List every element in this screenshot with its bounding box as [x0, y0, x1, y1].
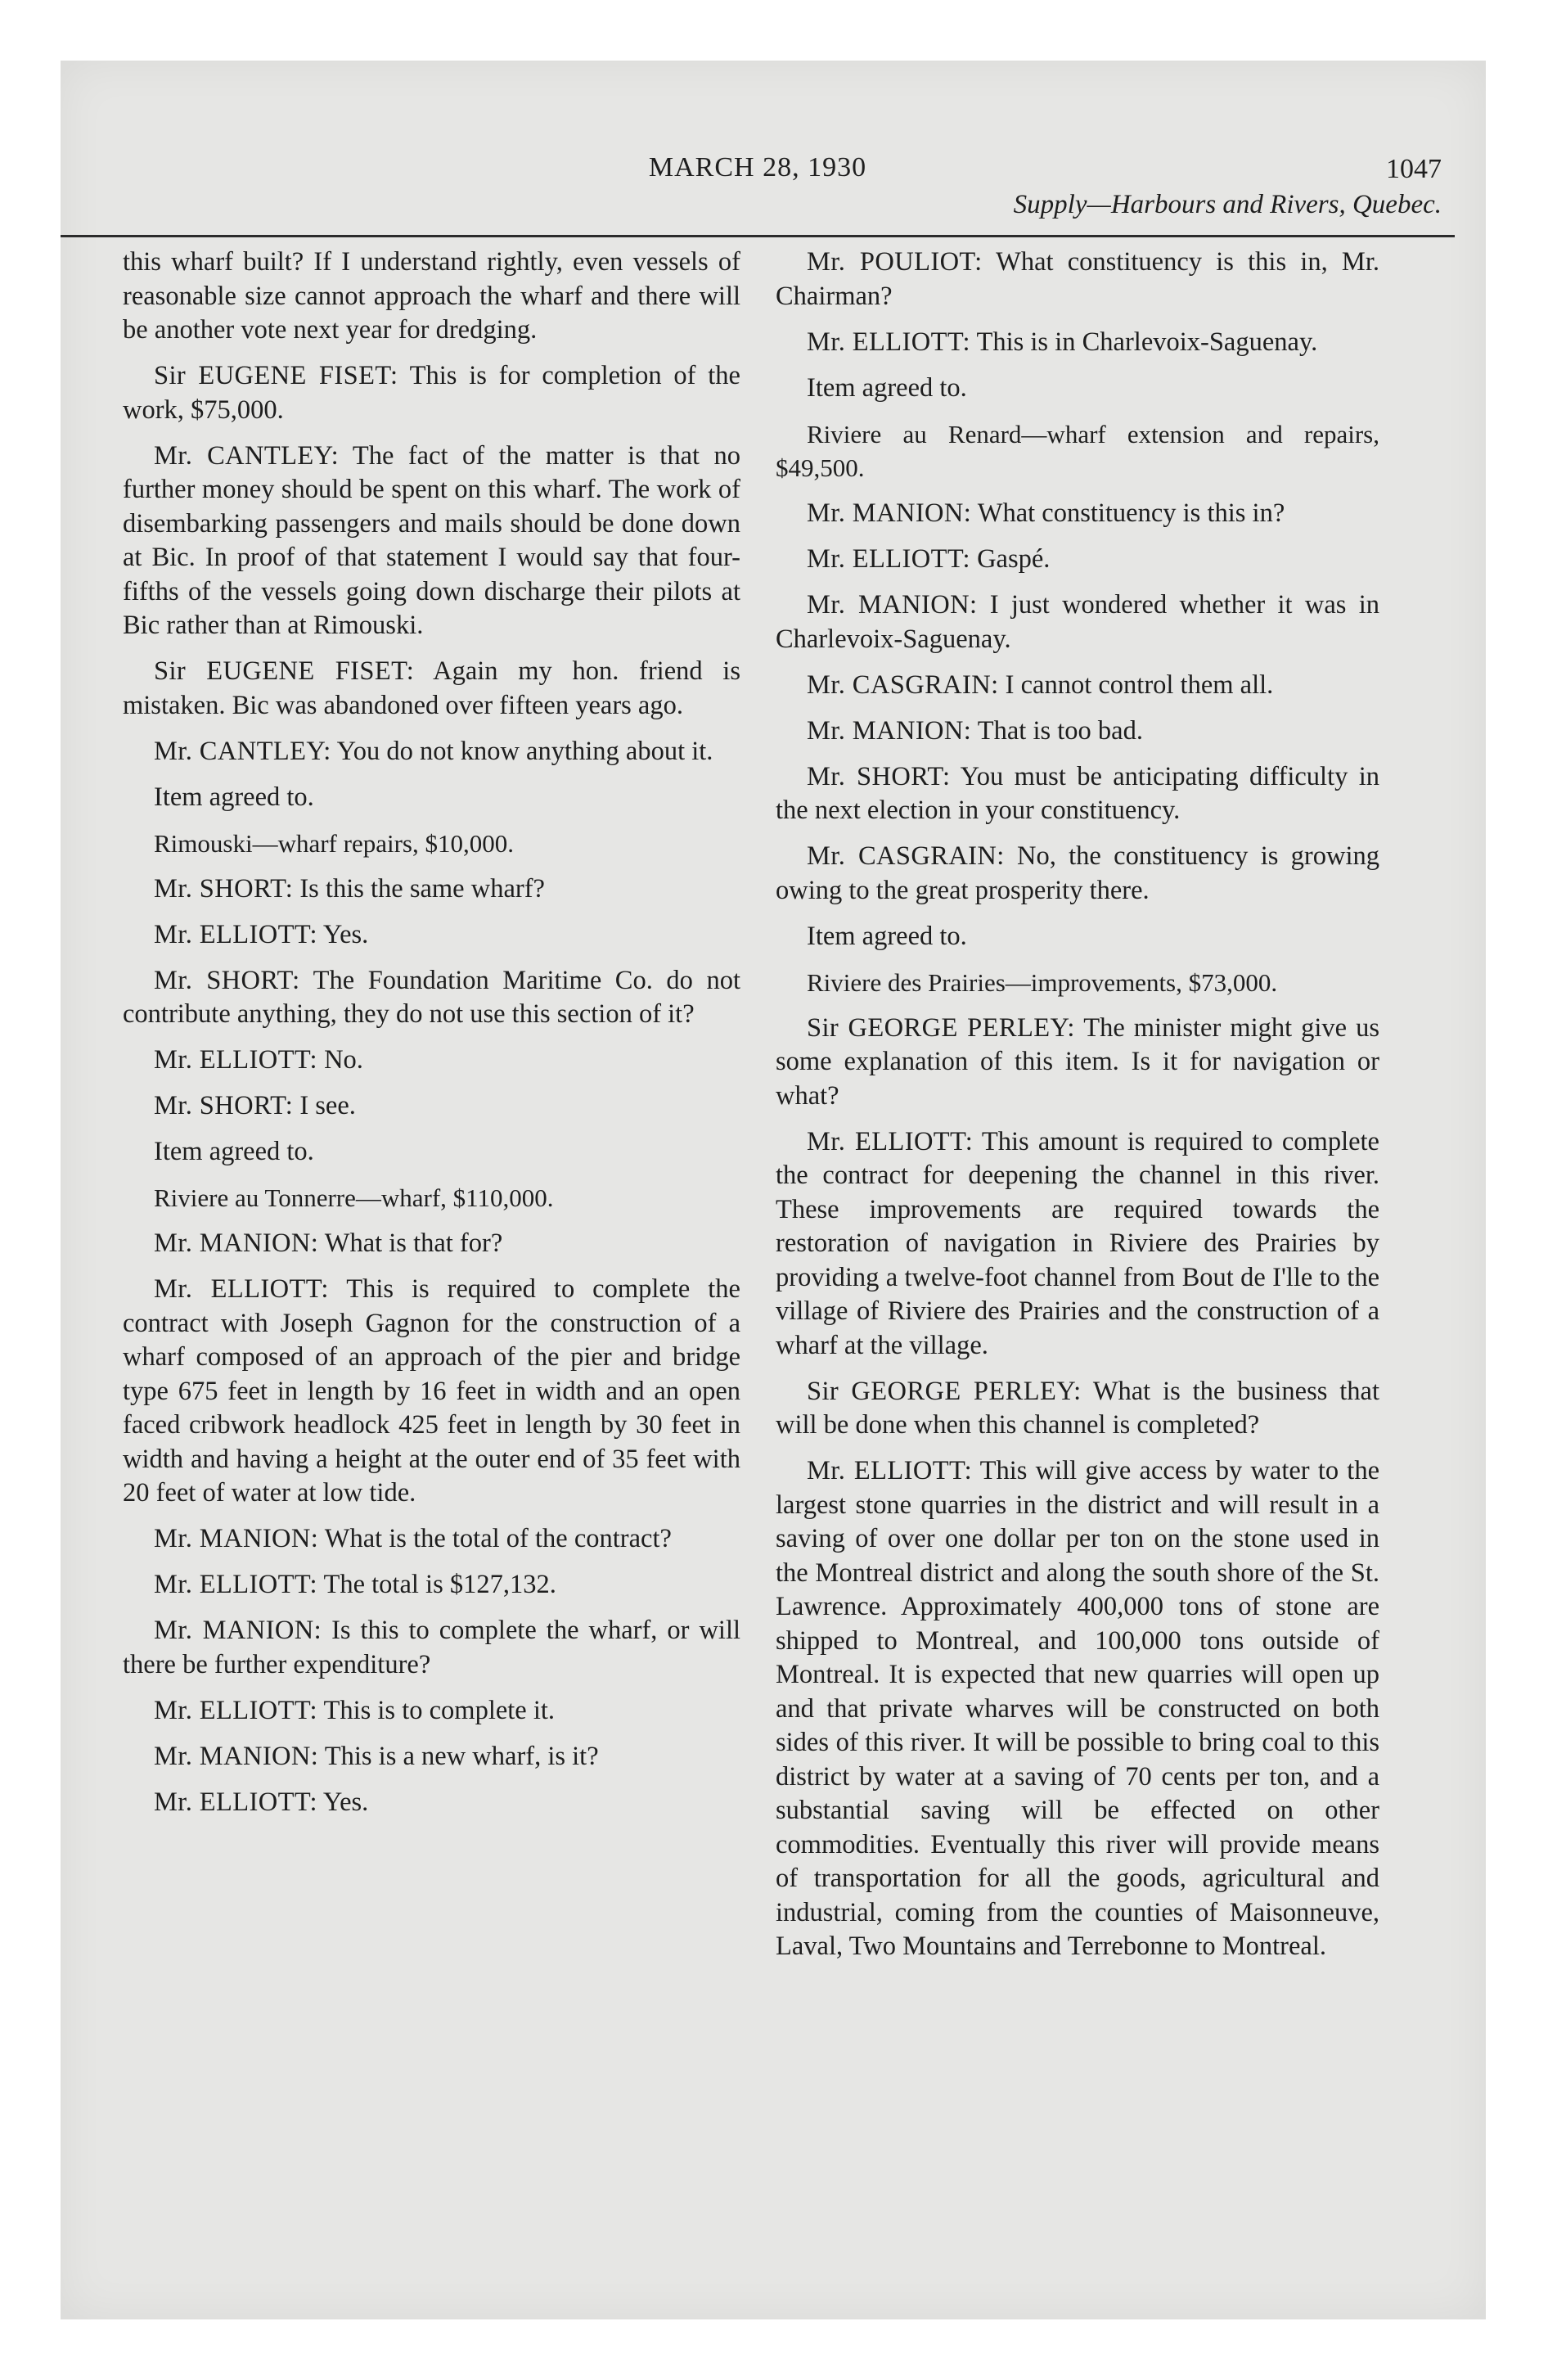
speaker-name: Mr. MANION:	[154, 1616, 322, 1645]
paragraph	[776, 669, 1379, 703]
vote-item	[123, 1181, 740, 1215]
paragraph-text: The fact of the matter is that no further money should be spent on this wharf. The work of disembarking passengers and mails should be done down at Bic. In proof of that statement I would say that four-fifths of the vessels going down discharge their pilots at Bic rather than at Rimouski.	[123, 440, 740, 640]
paragraph-text: What is the total of the contract?	[324, 1524, 672, 1553]
paragraph	[776, 372, 1379, 406]
paragraph-text: this wharf built? If I understand rightly, even vessels of reasonable size cannot approach the wharf and there will be another vote next year for dredging.	[123, 247, 740, 345]
paragraph	[123, 964, 740, 1032]
paragraph	[123, 1522, 740, 1557]
speaker-name: Mr. SHORT:	[807, 761, 951, 791]
vote-item	[776, 966, 1379, 1000]
paragraph	[776, 1012, 1379, 1114]
speaker-name: Mr. SHORT:	[154, 873, 294, 904]
paragraph	[123, 781, 740, 815]
paragraph-text: This is to complete it.	[323, 1695, 556, 1725]
speaker-name: Mr. MANION:	[154, 1524, 319, 1553]
paragraph	[123, 1740, 740, 1774]
speaker-name: Mr. SHORT:	[154, 965, 300, 995]
paragraph-text: The Foundation Maritime Co. do not contribute anything, they do not use this section of it?	[123, 965, 741, 1029]
paragraph	[776, 1125, 1379, 1364]
paragraph	[776, 497, 1379, 531]
speaker-name: Mr. MANION:	[807, 715, 972, 746]
paragraph	[123, 655, 740, 723]
section-subtitle: Supply—Harbours and Rivers, Quebec.	[1013, 190, 1442, 219]
vote-item	[776, 417, 1379, 485]
paragraph	[123, 439, 740, 643]
paragraph	[123, 1694, 740, 1729]
paragraph	[776, 714, 1379, 749]
paragraph-text: Is this to complete the wharf, or will there be further expenditure?	[123, 1616, 741, 1679]
paragraph-text: No.	[324, 1045, 363, 1075]
speaker-name: Mr. ELLIOTT:	[154, 1045, 317, 1075]
paragraph	[776, 920, 1379, 954]
paragraph-text: This is for completion of the work, $75,000.	[123, 361, 740, 425]
paragraph-text: Riviere au Tonnerre—wharf, $110,000.	[154, 1183, 554, 1212]
speaker-name: Mr. CANTLEY:	[154, 440, 339, 471]
page-number: 1047	[1386, 154, 1442, 184]
speaker-name: Mr. ELLIOTT:	[807, 1126, 974, 1156]
speaker-name: Mr. MANION:	[807, 590, 978, 620]
speaker-name: Sir EUGENE FISET:	[154, 656, 415, 686]
paragraph-text: This is required to complete the contract with Joseph Gagnon for the construction of a wharf composed of an approach of the pier and bridge type 675 feet in length by 16 feet in width and an open faced cribwork headlock 425 feet in length by 30 feet in width and having a height at the outer end of 35 feet with 20 feet of water at low tide.	[123, 1274, 740, 1508]
paragraph	[123, 1135, 740, 1170]
paragraph-text: This is in Charlevoix-Saguenay.	[976, 327, 1318, 357]
paragraph-text: Rimouski—wharf repairs, $10,000.	[154, 828, 514, 858]
speaker-name: Mr. ELLIOTT:	[807, 1456, 973, 1485]
right-column	[776, 246, 1379, 1976]
header-rule	[61, 235, 1455, 237]
speaker-name: Mr. ELLIOTT:	[154, 1570, 317, 1599]
paragraph	[776, 326, 1379, 360]
paragraph-text: No, the constituency is growing owing to the great prosperity there.	[776, 841, 1380, 905]
left-column	[123, 246, 740, 1832]
paragraph-text: Again my hon. friend is mistaken. Bic was abandoned over fifteen years ago.	[123, 656, 740, 720]
paragraph	[776, 588, 1379, 656]
paragraph	[123, 1273, 740, 1511]
paragraph	[776, 1375, 1379, 1443]
paragraph-text: Item agreed to.	[154, 782, 314, 812]
speaker-name: Mr. ELLIOTT:	[154, 1274, 329, 1304]
speaker-name: Mr. ELLIOTT:	[807, 327, 970, 357]
paragraph-text: This amount is required to complete the contract for deepening the channel in this river. These improvements are required towards the restoration of navigation in Riviere des Prairies by providing a twelve-foot channel from Bout de I'lle to the village of Riviere des Prairies and the construction of a wharf at the village.	[776, 1126, 1379, 1360]
header-date: MARCH 28, 1930	[648, 152, 867, 183]
paragraph-text: What is the business that will be done when this channel is completed?	[776, 1376, 1379, 1440]
paragraph-text: Item agreed to.	[154, 1137, 314, 1166]
paragraph-text: I just wondered whether it was in Charlevoix-Saguenay.	[776, 590, 1379, 654]
paragraph-text: This is a new wharf, is it?	[324, 1741, 599, 1771]
speaker-name: Mr. ELLIOTT:	[154, 1787, 317, 1817]
paragraph-text: You do not know anything about it.	[336, 736, 713, 766]
page-header	[61, 97, 1455, 228]
paragraph	[123, 246, 740, 348]
paragraph-text: You must be anticipating difficulty in the next election in your constituency.	[776, 761, 1380, 825]
speaker-name: Mr. ELLIOTT:	[154, 919, 317, 949]
paragraph	[123, 918, 740, 953]
speaker-name: Mr. CANTLEY:	[154, 736, 331, 766]
paragraph-text: Yes.	[322, 1787, 369, 1817]
speaker-name: Sir GEORGE PERLEY:	[807, 1012, 1075, 1043]
speaker-name: Mr. SHORT:	[154, 1091, 294, 1120]
speaker-name: Sir GEORGE PERLEY:	[807, 1376, 1082, 1406]
paragraph-text: What constituency is this in?	[977, 498, 1285, 528]
paragraph-text: The minister might give us some explanation of this item. Is it for navigation or what?	[776, 1012, 1380, 1111]
paragraph	[776, 246, 1379, 313]
speaker-name: Mr. CASGRAIN:	[807, 669, 999, 700]
paragraph-text: Yes.	[322, 919, 369, 949]
paragraph	[123, 1227, 740, 1261]
paragraph-text: What constituency is this in, Mr. Chairman?	[776, 247, 1379, 311]
paragraph-text: Item agreed to.	[807, 372, 967, 403]
speaker-name: Mr. MANION:	[807, 498, 972, 528]
paragraph-text: What is that for?	[324, 1228, 503, 1258]
paragraph-text: Item agreed to.	[807, 921, 967, 951]
paragraph	[123, 1089, 740, 1124]
speaker-name: Mr. ELLIOTT:	[807, 544, 970, 574]
speaker-name: Mr. MANION:	[154, 1228, 319, 1258]
paragraph	[123, 359, 740, 427]
speaker-name: Mr. MANION:	[154, 1741, 319, 1771]
vote-item	[123, 827, 740, 861]
paragraph-text: I cannot control them all.	[1005, 669, 1274, 700]
paragraph	[776, 840, 1379, 908]
speaker-name: Sir EUGENE FISET:	[154, 361, 398, 390]
paragraph	[776, 1454, 1379, 1964]
paragraph-text: Riviere des Prairies—improvements, $73,000.	[807, 967, 1278, 997]
paragraph-text: That is too bad.	[977, 715, 1143, 746]
paragraph	[123, 735, 740, 769]
paragraph-text: The total is $127,132.	[323, 1570, 556, 1599]
paragraph	[123, 1786, 740, 1820]
paragraph	[123, 1568, 740, 1602]
speaker-name: Mr. POULIOT:	[807, 247, 983, 277]
paragraph-text: This will give access by water to the largest stone quarries in the district and will result in a saving of over one dollar per ton on the stone used in the Montreal district and along the south shore of the St. Lawrence. Approximately 400,000 tons of stone are shipped to Montreal, and 100,000 tons outside of Montreal. It is expected that new quarries will open up and that private wharves will be constructed on both sides of this river. It will be possible to bring coal to this district by water at a saving of 70 cents per ton, and a substantial saving will be effected on other commodities. Eventually this river will provide means of transportation for all the goods, agricultural and industrial, coming from the counties of Maisonneuve, Laval, Two Mountains and Terrebonne to Montreal.	[776, 1456, 1379, 1961]
paragraph	[776, 760, 1379, 828]
speaker-name: Mr. ELLIOTT:	[154, 1695, 317, 1725]
paragraph	[123, 1044, 740, 1078]
paragraph-text: Gaspé.	[977, 544, 1051, 574]
paragraph	[123, 872, 740, 907]
paragraph-text: Riviere au Renard—wharf extension and repairs, $49,500.	[776, 419, 1379, 482]
paragraph-text: Is this the same wharf?	[299, 873, 545, 904]
paragraph	[776, 543, 1379, 577]
speaker-name: Mr. CASGRAIN:	[807, 841, 1005, 871]
paragraph-text: I see.	[299, 1091, 356, 1120]
paragraph	[123, 1614, 740, 1682]
